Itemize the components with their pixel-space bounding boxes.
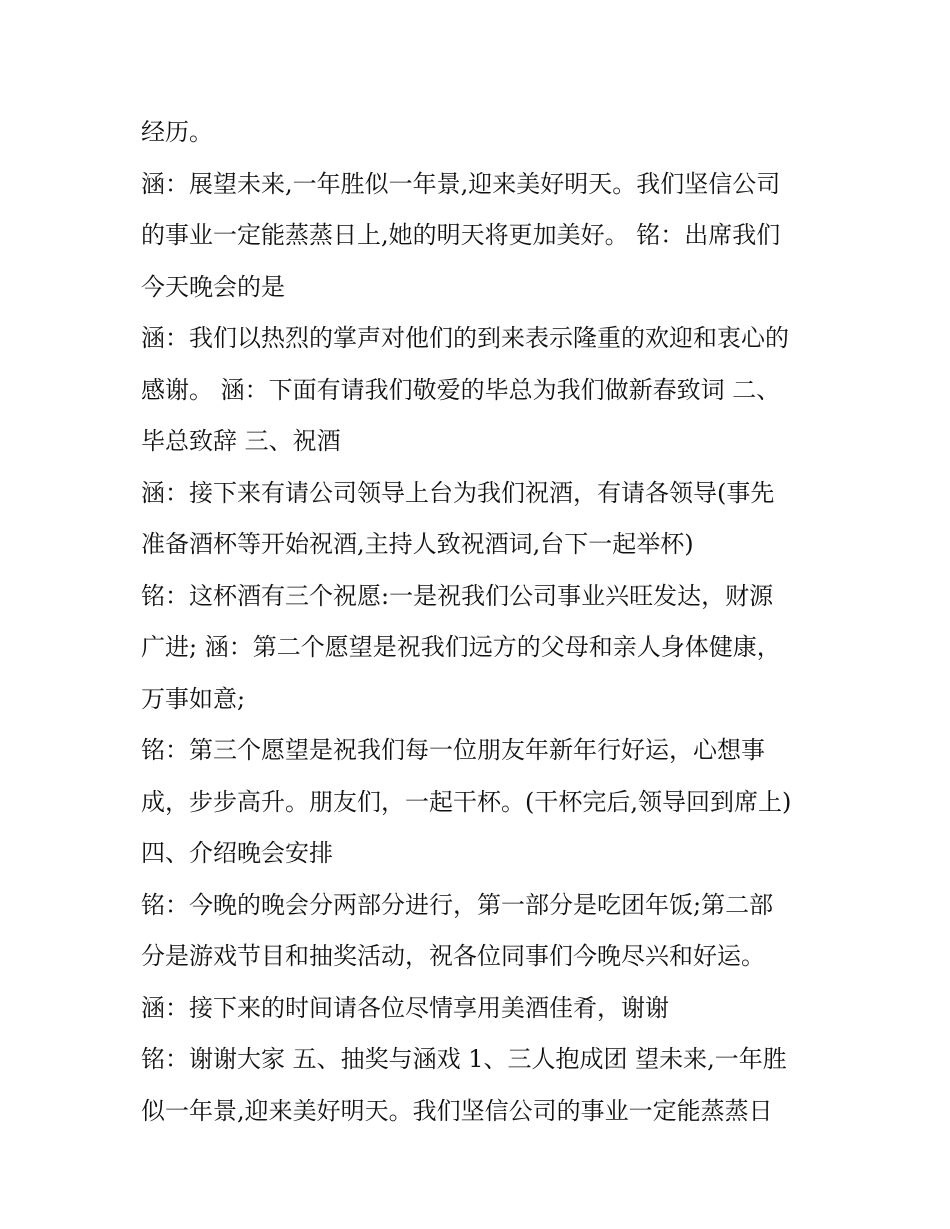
text-line: 涵：接下来的时间请各位尽情享用美酒佳肴，谢谢 (141, 993, 669, 1022)
text-line: 毕总致辞 三、祝酒 (141, 427, 341, 455)
text-line: 今天晚会的是 (141, 272, 285, 301)
text-line: 感谢。 涵：下面有请我们敬爱的毕总为我们做新春致词 二、 (141, 375, 781, 404)
text-line: 准备酒杯等开始祝酒,主持人致祝酒词,台下一起举杯) (141, 530, 694, 558)
document-body (141, 107, 831, 1137)
text-line: 经历。 (141, 118, 213, 146)
text-line: 涵：接下来有请公司领导上台为我们祝酒，有请各领导(事先 (141, 478, 775, 507)
text-line: 四、介绍晚会安排 (141, 839, 333, 867)
text-line: 铭：第三个愿望是祝我们每一位朋友年新年行好运，心想事 (141, 736, 765, 764)
text-line: 涵：我们以热烈的掌声对他们的到来表示隆重的欢迎和衷心的 (141, 324, 789, 352)
text-line: 分是游戏节目和抽奖活动，祝各位同事们今晚尽兴和好运。 (141, 942, 765, 970)
text-line: 涵：展望未来,一年胜似一年景,迎来美好明天。我们坚信公司 (141, 169, 781, 198)
text-line: 似一年景,迎来美好明天。我们坚信公司的事业一定能蒸蒸日 (141, 1096, 773, 1125)
text-line: 铭：今晚的晚会分两部分进行，第一部分是吃团年饭;第二部 (141, 890, 774, 919)
text-line: 的事业一定能蒸蒸日上,她的明天将更加美好。 铭：出席我们 (141, 221, 781, 249)
text-line: 广进; 涵：第二个愿望是祝我们远方的父母和亲人身体健康， (141, 633, 781, 661)
text-line: 铭：谢谢大家 五、抽奖与涵戏 1、三人抱成团 望未来,一年胜 (141, 1045, 787, 1073)
text-line: 铭：这杯酒有三个祝愿:一是祝我们公司事业兴旺发达，财源 (141, 581, 774, 610)
text-line: 成，步步高升。朋友们，一起干杯。(干杯完后,领导回到席上) (141, 787, 792, 816)
text-line: 万事如意; (141, 684, 246, 713)
